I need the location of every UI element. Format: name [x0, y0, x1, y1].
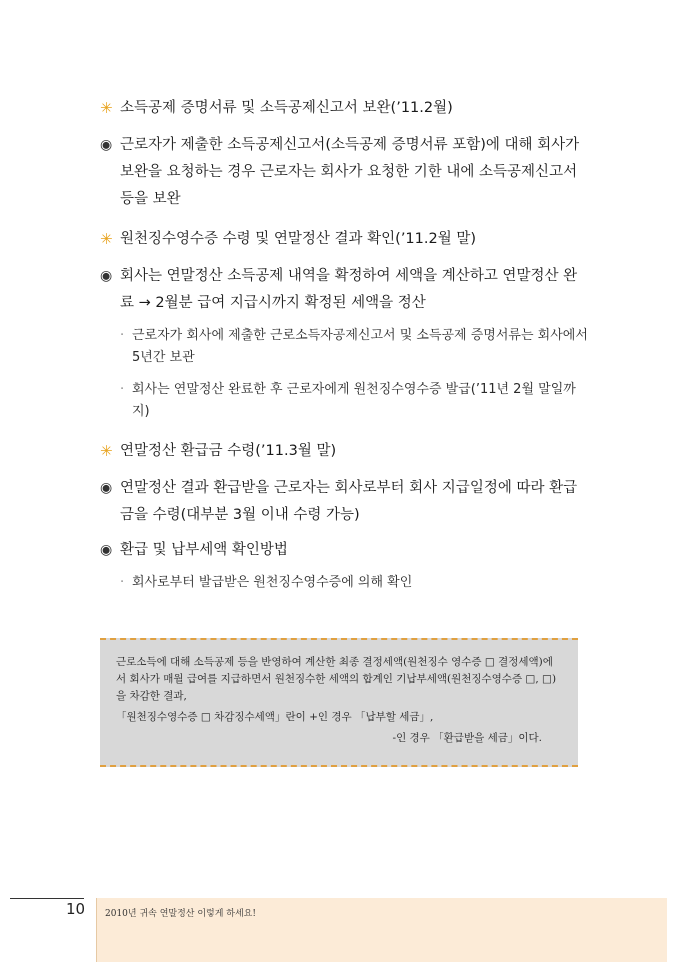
note-paragraph: 근로소득에 대해 소득공제 등을 반영하여 계산한 최종 결정세액(원천징수 영수증 □ 결정세액)에서 회사가 매월 급여를 지급하면서 원천징수한 세액의 합계인 기납부세액(원천징수영수증 □, □)을 차감한 결과,: [116, 656, 557, 702]
section-title: [100, 227, 590, 251]
sub-item-text: 회사로부터 발급받은 원천징수영수증에 의해 확인: [132, 575, 413, 590]
dot-bullet-icon: ·: [120, 575, 125, 590]
footer-book-title: 2010년 귀속 연말정산 이렇게 하세요!: [105, 909, 256, 919]
sub-item: [120, 572, 590, 594]
section-1: [100, 96, 590, 213]
note-box: [100, 638, 578, 767]
asterisk-icon: ✳: [100, 230, 113, 248]
list-item-text: 연말정산 결과 환급받을 근로자는 회사로부터 회사 지급일정에 따라 환급금을 수령(대부분 3월 이내 수령 가능): [120, 480, 578, 523]
note-paragraph: 「원천징수영수증 □ 차감징수세액」란이 +인 경우 「납부할 세금」,: [116, 711, 434, 723]
section-2: [100, 227, 590, 423]
list-item: [100, 263, 590, 317]
section-title-text: 소득공제 증명서류 및 소득공제신고서 보완(’11.2월): [120, 100, 453, 116]
section-title: [100, 96, 590, 120]
sub-item-text: 근로자가 회사에 제출한 근로소득자공제신고서 및 소득공제 증명서류는 회사에서 5년간 보관: [132, 328, 588, 365]
sub-item: [120, 325, 590, 369]
list-item: [100, 132, 590, 213]
asterisk-icon: ✳: [100, 99, 113, 117]
list-item: [100, 537, 590, 564]
list-item: [100, 475, 590, 529]
section-title: [100, 439, 590, 463]
asterisk-icon: ✳: [100, 442, 113, 460]
circle-bullet-icon: ◉: [100, 268, 113, 284]
dot-bullet-icon: ·: [120, 328, 125, 343]
list-item-text: 회사는 연말정산 소득공제 내역을 확정하여 세액을 계산하고 연말정산 완료 → 2월분 급여 지급시까지 확정된 세액을 정산: [120, 268, 578, 311]
footer-band: [96, 898, 667, 962]
note-paragraph: -인 경우 「환급받을 세금」이다.: [392, 732, 542, 744]
list-item-text: 환급 및 납부세액 확인방법: [120, 542, 288, 558]
section-3: [100, 439, 590, 594]
main-content: [100, 96, 590, 604]
dot-bullet-icon: ·: [120, 382, 125, 397]
circle-bullet-icon: ◉: [100, 137, 113, 153]
list-item-text: 근로자가 제출한 소득공제신고서(소득공제 증명서류 포함)에 대해 회사가 보완을 요청하는 경우 근로자는 회사가 요청한 기한 내에 소득공제신고서 등을 보완: [120, 137, 580, 207]
page-number: 10: [66, 900, 86, 918]
section-title-text: 원천징수영수증 수령 및 연말정산 결과 확인(’11.2월 말): [120, 231, 477, 247]
circle-bullet-icon: ◉: [100, 480, 113, 496]
circle-bullet-icon: ◉: [100, 542, 113, 558]
sub-item: [120, 379, 590, 423]
section-title-text: 연말정산 환급금 수령(’11.3월 말): [120, 443, 337, 459]
sub-item-text: 회사는 연말정산 완료한 후 근로자에게 원천징수영수증 발급(’11년 2월 말일까지): [132, 382, 576, 419]
footer-rule: [10, 898, 84, 899]
